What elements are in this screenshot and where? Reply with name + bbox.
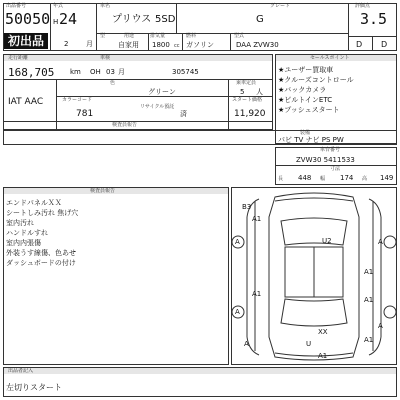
grade: G — [256, 14, 264, 25]
usage-label: 用途 — [124, 33, 135, 39]
interior-score: D — [356, 40, 363, 49]
damage-mark: A1 — [252, 215, 262, 223]
doors: 5SD — [155, 14, 176, 25]
option-item: ★バックカメラ — [278, 86, 327, 94]
fuel-label: 燃料 — [186, 33, 197, 39]
equipment-label: 装備 — [300, 130, 311, 136]
seller-notes-text: 左切りスタート — [6, 383, 62, 392]
mileage-unit: km — [70, 68, 81, 76]
damage-mark: A — [235, 308, 240, 316]
displacement: 1800 — [152, 41, 170, 49]
shaken-label: 車検 — [100, 55, 111, 61]
first-listing-badge: 初出品 — [4, 33, 48, 49]
damage-mark: A — [378, 322, 383, 330]
chassis-number: ZVW30 5411533 — [296, 156, 355, 164]
damage-mark: A1 — [364, 268, 374, 276]
note-item: ハンドルすれ — [6, 229, 48, 237]
lot-no-label: 出品番号 — [6, 3, 27, 9]
car-name: プリウス — [112, 14, 152, 25]
note-item: 外装うす線傷、色あせ — [6, 249, 76, 257]
displacement-label: 排気量 — [150, 33, 166, 39]
damage-mark: A1 — [364, 296, 374, 304]
usage: 自家用 — [118, 41, 139, 49]
car-rear-bumper — [275, 353, 353, 356]
length: 448 — [298, 174, 312, 182]
year-label: 年式 — [53, 3, 64, 9]
height: 149 — [380, 174, 394, 182]
option-item: ★ビルトインETC — [278, 96, 333, 104]
model-code: DAA ZVW30 — [236, 41, 279, 49]
model-label: 型式 — [234, 33, 245, 39]
score-label: 評価点 — [355, 3, 371, 9]
month-unit: 月 — [86, 40, 93, 48]
option-item: ★プッシュスタート — [278, 106, 340, 114]
recycle-mark: 済 — [180, 110, 187, 118]
note-item: エンドパネルＸＸ — [6, 199, 62, 207]
score: 3.5 — [360, 10, 388, 28]
shaken-month-unit: 月 — [118, 68, 125, 76]
color-code-label: カラーコード — [62, 97, 93, 103]
seats-label: 乗車定員 — [236, 80, 257, 86]
wheel-right-front — [384, 236, 396, 248]
width-label: 幅 — [320, 176, 326, 182]
car-windshield — [281, 218, 347, 245]
fuel: ガソリン — [186, 41, 214, 49]
damage-mark: U — [306, 340, 312, 348]
damage-mark: A1 — [318, 352, 328, 360]
equipment: パビ TV ナビ PS PW — [278, 136, 344, 144]
recycle-label: リサイクル預託 — [140, 104, 175, 110]
notes-label: 検査員報告 — [90, 188, 116, 194]
height-label: 高 — [362, 176, 368, 182]
type-label: 型 — [100, 33, 106, 39]
note-item: 室内汚れ — [6, 219, 34, 227]
seats-unit: 人 — [256, 88, 263, 96]
damage-mark: A — [378, 238, 383, 246]
mileage: 168,705 — [8, 66, 55, 79]
grade-label: グレード — [270, 3, 291, 9]
inspector-report-label: 検査員報告 — [112, 122, 138, 128]
size-label: 寸法 — [330, 166, 341, 172]
shaken-month: 03 — [106, 68, 115, 76]
color-code: 781 — [76, 109, 94, 119]
seats: 5 — [240, 88, 245, 96]
chassis-label: 車台番号 — [320, 147, 341, 153]
car-front-bumper — [275, 198, 353, 201]
month-value: 2 — [64, 40, 69, 48]
note-item: シートしみ汚れ 焦げ穴 — [6, 209, 79, 217]
damage-mark: XX — [318, 328, 328, 336]
shaken-number: 305745 — [172, 68, 199, 76]
car-name-label: 車名 — [100, 3, 111, 9]
options-label: セールスポイント — [310, 55, 350, 61]
width: 174 — [340, 174, 354, 182]
exterior-score: D — [381, 40, 388, 49]
mileage-label: 走行距離 — [8, 55, 29, 61]
option-item: ★ユーザー買取車 — [278, 66, 334, 74]
car-rear-window — [281, 299, 347, 326]
option-item: ★クルーズコントロール — [278, 76, 354, 84]
length-label: 長 — [278, 176, 284, 182]
note-item: ダッシュボードの付け — [6, 259, 76, 267]
lot-number: 50050 — [5, 10, 51, 28]
note-item: 室内内張傷 — [6, 239, 41, 247]
damage-mark: A1 — [364, 336, 374, 344]
transmission: IAT AAC — [8, 97, 44, 107]
year-prefix: H — [53, 18, 59, 26]
color: グリーン — [148, 88, 176, 96]
displacement-unit: cc — [174, 43, 180, 49]
damage-mark: A — [235, 238, 240, 246]
seller-notes-label: 出品者記入 — [8, 368, 34, 374]
color-label: 色 — [110, 80, 116, 86]
price: 11,920 — [234, 109, 266, 119]
damage-mark: U2 — [322, 237, 332, 245]
year-value: 24 — [59, 10, 78, 28]
price-label: スタート価格 — [232, 97, 263, 103]
damage-mark: A — [244, 340, 249, 348]
car-right-side — [369, 199, 381, 355]
damage-mark: A1 — [252, 290, 262, 298]
damage-mark: B3 — [242, 203, 252, 211]
wheel-right-rear — [384, 306, 396, 318]
shaken-prefix: OH — [90, 68, 101, 76]
